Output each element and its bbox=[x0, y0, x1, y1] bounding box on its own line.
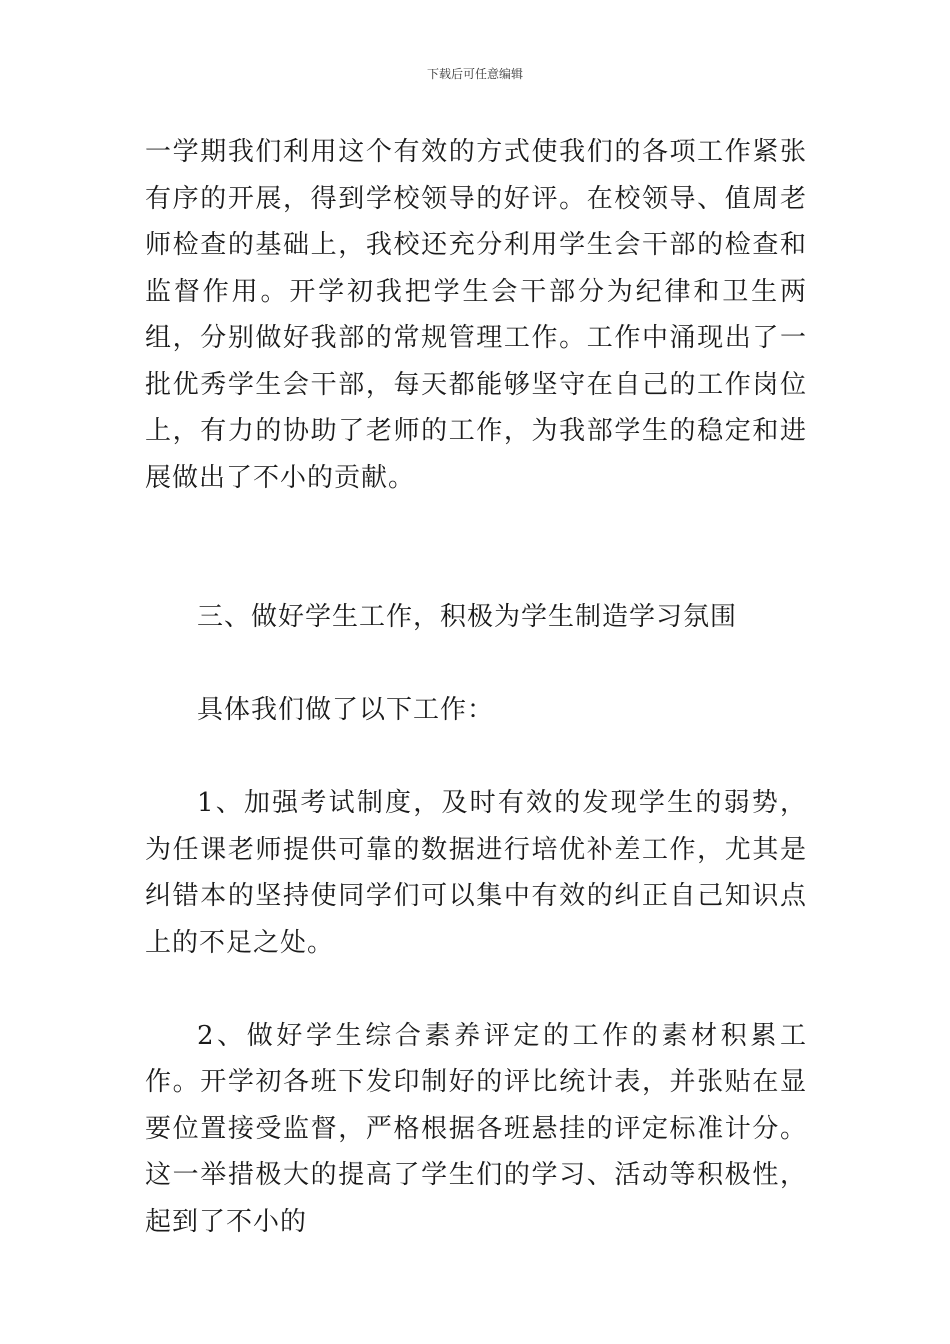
paragraph-gap bbox=[145, 966, 807, 1013]
paragraph-item-1: 1、加强考试制度，及时有效的发现学生的弱势，为任课老师提供可靠的数据进行培优补差工作，尤其是纠错本的坚持使同学们可以集中有效的纠正自己知识点上的不足之处。 bbox=[145, 788, 807, 958]
paragraph-gap bbox=[145, 548, 807, 595]
paragraph-gap bbox=[145, 641, 807, 688]
paragraph-continuation: 一学期我们利用这个有效的方式使我们的各项工作紧张有序的开展，得到学校领导的好评。在校领导、值周老师检查的基础上，我校还充分利用学生会干部的检查和监督作用。开学初我把学生会干部分为纪律和卫生两组，分别做好我部的常规管理工作。工作中涌现出了一批优秀学生会干部，每天都能够坚守在自己的工作岗位上，有力的协助了老师的工作，为我部学生的稳定和进展做出了不小的贡献。 bbox=[145, 137, 807, 493]
paragraph-intro: 具体我们做了以下工作： bbox=[197, 695, 495, 725]
header-note: 下载后可任意编辑 bbox=[426, 67, 523, 81]
paragraph-gap bbox=[145, 734, 807, 781]
document-body bbox=[145, 129, 807, 1245]
section-heading: 三、做好学生工作，积极为学生制造学习氛围 bbox=[197, 602, 738, 632]
paragraph-item-2: 2、做好学生综合素养评定的工作的素材积累工作。开学初各班下发印制好的评比统计表，并张贴在显要位置接受监督，严格根据各班悬挂的评定标准计分。这一举措极大的提高了学生们的学习、活动等积极性，起到了不小的 bbox=[145, 1020, 807, 1237]
paragraph-gap bbox=[145, 501, 807, 548]
